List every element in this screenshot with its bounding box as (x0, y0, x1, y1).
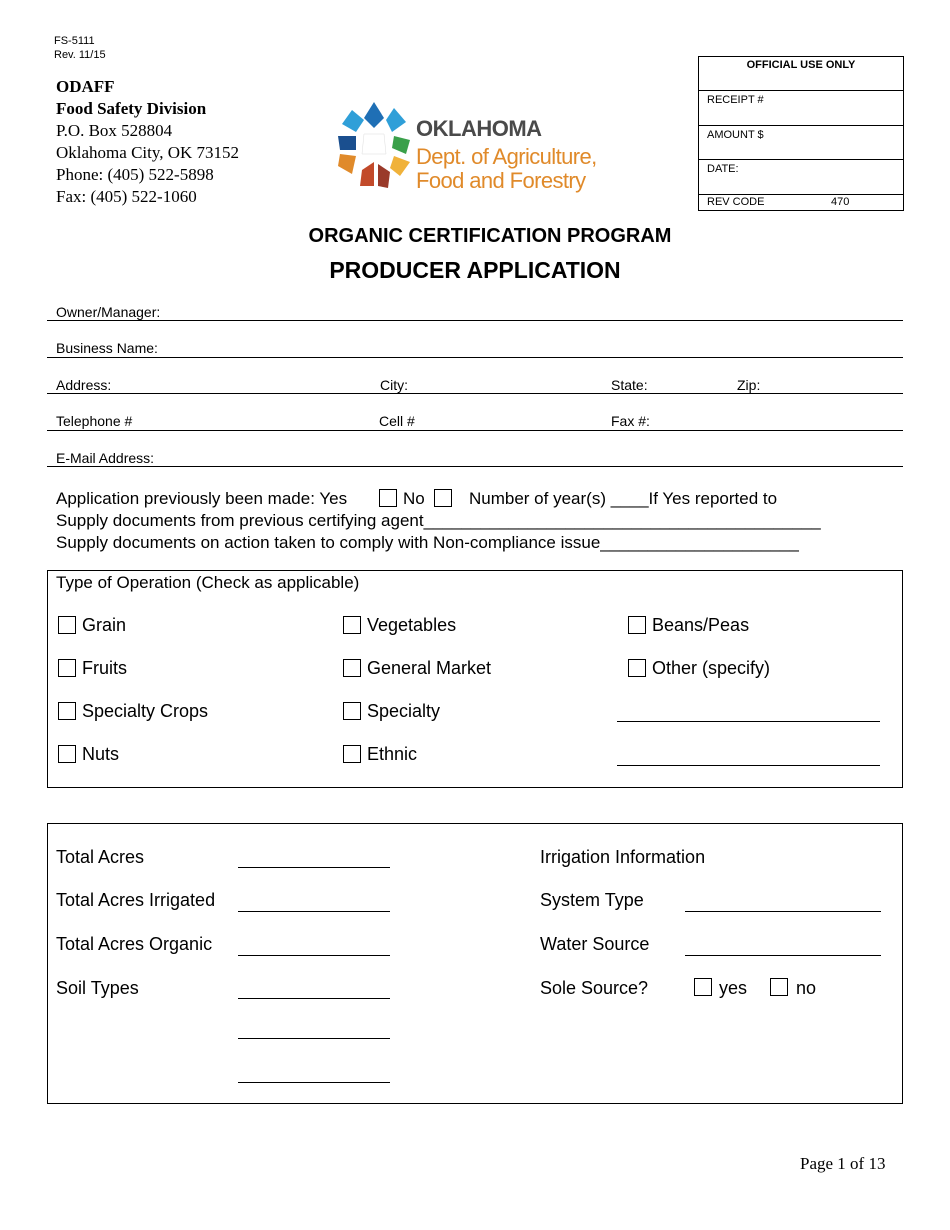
page-number: Page 1 of 13 (800, 1154, 886, 1173)
soil-types-label: Soil Types (56, 978, 139, 998)
amount-label: AMOUNT $ (707, 129, 764, 141)
business-name-input[interactable] (47, 357, 903, 358)
official-use-header-row (699, 57, 903, 91)
sole-source-yes-label: yes (719, 978, 748, 998)
grain-label: Grain (82, 615, 127, 635)
star-logo-icon (334, 100, 414, 196)
ethnic-label: Ethnic (367, 744, 418, 764)
total-irrigated-label: Total Acres Irrigated (56, 890, 216, 910)
zip-label: Zip: (737, 377, 761, 393)
general-market-checkbox[interactable] (343, 659, 361, 677)
specialty-label: Specialty (367, 701, 441, 721)
irrigation-info-label: Irrigation Information (540, 847, 706, 867)
receipt-label: RECEIPT # (707, 94, 764, 106)
fax-label: Fax #: (611, 413, 650, 429)
nuts-label: Nuts (82, 744, 120, 764)
supply-noncompliance-docs[interactable]: Supply documents on action taken to comply with Non-compliance issue_____________________ (56, 533, 799, 552)
sole-source-no-checkbox[interactable] (770, 978, 788, 996)
sole-source-yes-checkbox[interactable] (694, 978, 712, 996)
fruits-checkbox[interactable] (58, 659, 76, 677)
years-reported-text: Number of year(s) ____If Yes reported to (469, 489, 778, 508)
cell-label: Cell # (379, 413, 415, 429)
specialty-crops-checkbox[interactable] (58, 702, 76, 720)
owner-manager-label: Owner/Manager: (56, 304, 161, 320)
other-label: Other (specify) (652, 658, 771, 678)
vegetables-checkbox[interactable] (343, 616, 361, 634)
org-fax: Fax: (405) 522-1060 (56, 187, 197, 206)
previous-no-checkbox[interactable] (434, 489, 452, 507)
state-label: State: (611, 377, 648, 393)
beans-peas-checkbox[interactable] (628, 616, 646, 634)
business-name-label: Business Name: (56, 340, 158, 356)
other-specify-input-2[interactable] (617, 765, 880, 766)
org-po-box: P.O. Box 528804 (56, 121, 173, 140)
logo-line-1: OKLAHOMA (416, 116, 542, 141)
soil-types-input-1[interactable] (238, 998, 390, 999)
beans-peas-label: Beans/Peas (652, 615, 750, 635)
email-label: E-Mail Address: (56, 450, 155, 466)
grain-checkbox[interactable] (58, 616, 76, 634)
form-number: FS-5111 (54, 35, 95, 47)
specialty-checkbox[interactable] (343, 702, 361, 720)
total-acres-input[interactable] (238, 867, 390, 868)
logo-line-3: Food and Forestry (416, 168, 586, 193)
address-label: Address: (56, 377, 112, 393)
odaff-logo (334, 100, 614, 196)
operation-type-title: Type of Operation (Check as applicable) (56, 573, 360, 592)
specialty-crops-label: Specialty Crops (82, 701, 209, 721)
form-revision: Rev. 11/15 (54, 49, 106, 61)
sole-source-no-label: no (796, 978, 817, 998)
fruits-label: Fruits (82, 658, 127, 678)
soil-types-input-2[interactable] (238, 1038, 390, 1039)
ethnic-checkbox[interactable] (343, 745, 361, 763)
receipt-row[interactable] (699, 91, 903, 126)
rev-code-row (699, 195, 903, 211)
total-organic-label: Total Acres Organic (56, 934, 213, 954)
rev-code-label: REV CODE (707, 196, 765, 208)
application-title: PRODUCER APPLICATION (329, 257, 621, 283)
org-division: Food Safety Division (56, 99, 207, 118)
vegetables-label: Vegetables (367, 615, 457, 635)
org-name: ODAFF (56, 77, 115, 96)
water-source-input[interactable] (685, 955, 881, 956)
other-checkbox[interactable] (628, 659, 646, 677)
previous-no-label: No (403, 489, 425, 508)
acres-irrigation-section (47, 823, 903, 1104)
previous-application-question: Application previously been made: Yes (56, 489, 348, 508)
soil-types-input-3[interactable] (238, 1082, 390, 1083)
system-type-input[interactable] (685, 911, 881, 912)
total-organic-input[interactable] (238, 955, 390, 956)
owner-manager-input[interactable] (47, 320, 903, 321)
org-city: Oklahoma City, OK 73152 (56, 143, 240, 162)
nuts-checkbox[interactable] (58, 745, 76, 763)
official-use-box (698, 56, 904, 211)
operation-type-section (47, 570, 903, 788)
org-phone: Phone: (405) 522-5898 (56, 165, 214, 184)
logo-line-2: Dept. of Agriculture, (416, 144, 597, 169)
telephone-input[interactable] (47, 430, 903, 431)
org-address-block (56, 76, 239, 208)
date-label: DATE: (707, 163, 739, 175)
amount-row[interactable] (699, 126, 903, 160)
water-source-label: Water Source (540, 934, 650, 954)
city-label: City: (380, 377, 408, 393)
address-input[interactable] (47, 393, 903, 394)
email-input[interactable] (47, 466, 903, 467)
general-market-label: General Market (367, 658, 492, 678)
telephone-label: Telephone # (56, 413, 133, 429)
form-meta (54, 34, 106, 62)
program-title: ORGANIC CERTIFICATION PROGRAM (308, 225, 672, 247)
system-type-label: System Type (540, 890, 644, 910)
date-row[interactable] (699, 160, 903, 195)
supply-agent-docs[interactable]: Supply documents from previous certifying agent__________________________________________ (56, 511, 821, 530)
previous-yes-checkbox[interactable] (379, 489, 397, 507)
total-irrigated-input[interactable] (238, 911, 390, 912)
official-use-header: OFFICIAL USE ONLY (746, 59, 856, 71)
total-acres-label: Total Acres (56, 847, 145, 867)
other-specify-input-1[interactable] (617, 721, 880, 722)
rev-code-value: 470 (831, 196, 850, 208)
sole-source-label: Sole Source? (540, 978, 649, 998)
